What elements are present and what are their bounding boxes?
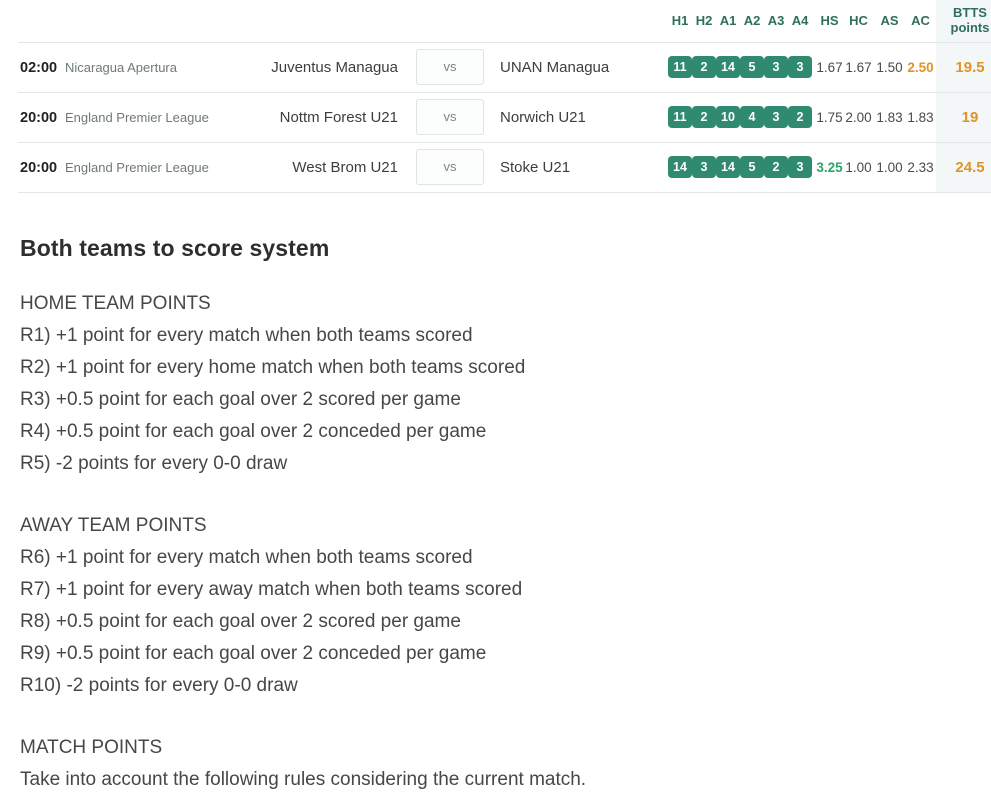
home-team-name[interactable]: West Brom U21 xyxy=(292,158,398,176)
match-league: England Premier League xyxy=(64,159,209,175)
header-btts-line1: BTTS xyxy=(953,4,987,20)
matches-table-container xyxy=(0,0,991,193)
odd-as[interactable]: 1.50 xyxy=(876,59,903,75)
vs-button[interactable]: vs xyxy=(416,149,484,185)
header-h1: H1 xyxy=(668,0,692,42)
header-a3: A3 xyxy=(764,0,788,42)
table-row[interactable] xyxy=(18,142,991,192)
away-team-points-block xyxy=(18,510,973,702)
btts-points: 19.5 xyxy=(936,42,991,92)
table-row[interactable] xyxy=(18,42,991,92)
stat-a3 xyxy=(764,42,788,92)
stat-a2 xyxy=(740,42,764,92)
home-rule-5: R5) -2 points for every 0-0 draw xyxy=(20,452,288,474)
header-hs: HS xyxy=(812,0,843,42)
stat-a1 xyxy=(716,42,740,92)
badge-a3: 2 xyxy=(764,156,788,178)
odd-ac[interactable]: 2.50 xyxy=(907,59,934,75)
header-a2: A2 xyxy=(740,0,764,42)
header-hc: HC xyxy=(843,0,874,42)
badge-a4: 3 xyxy=(788,156,812,178)
badge-h1: 14 xyxy=(668,156,692,178)
header-away-team xyxy=(490,0,668,42)
badge-a1: 14 xyxy=(716,156,740,178)
match-time: 02:00 xyxy=(20,59,58,76)
header-a4: A4 xyxy=(788,0,812,42)
row-time-league xyxy=(18,92,218,142)
badge-a4: 3 xyxy=(788,56,812,78)
odd-as[interactable]: 1.83 xyxy=(876,109,903,125)
odd-ac[interactable]: 1.83 xyxy=(907,109,934,125)
away-rule-8: R8) +0.5 point for each goal over 2 scored per game xyxy=(20,610,461,632)
header-btts-line2: points xyxy=(950,19,990,35)
badge-a4: 2 xyxy=(788,106,812,128)
header-vs xyxy=(410,0,490,42)
match-time: 20:00 xyxy=(20,159,58,176)
match-rule-1: Take into account the following rules considering the current match. xyxy=(20,768,587,790)
header-h2: H2 xyxy=(692,0,716,42)
stat-h2 xyxy=(692,142,716,192)
badge-a2: 5 xyxy=(740,56,764,78)
home-team-points-block xyxy=(18,288,973,480)
page-title: Both teams to score system xyxy=(20,234,330,261)
matches-table-body xyxy=(18,42,991,192)
badge-a3: 3 xyxy=(764,106,788,128)
away-team-name[interactable]: UNAN Managua xyxy=(500,58,610,76)
away-rule-6: R6) +1 point for every match when both teams scored xyxy=(20,546,473,568)
stat-a4 xyxy=(788,42,812,92)
away-rule-10: R10) -2 points for every 0-0 draw xyxy=(20,674,298,696)
stat-a4 xyxy=(788,92,812,142)
header-ac: AC xyxy=(905,0,936,42)
table-row[interactable] xyxy=(18,92,991,142)
odd-hs[interactable]: 1.75 xyxy=(816,109,843,125)
badge-h1: 11 xyxy=(668,56,692,78)
stat-a4 xyxy=(788,142,812,192)
home-team-name[interactable]: Nottm Forest U21 xyxy=(279,108,398,126)
stat-h2 xyxy=(692,42,716,92)
stat-h1 xyxy=(668,142,692,192)
match-time: 20:00 xyxy=(20,109,58,126)
article-section xyxy=(0,235,991,796)
table-header-row xyxy=(18,0,991,42)
match-points-heading: MATCH POINTS xyxy=(20,736,163,758)
row-time-league xyxy=(18,42,218,92)
home-team-name[interactable]: Juventus Managua xyxy=(271,58,398,76)
odd-hc[interactable]: 1.00 xyxy=(845,159,872,175)
stat-a1 xyxy=(716,142,740,192)
badge-h2: 3 xyxy=(692,156,716,178)
away-rule-7: R7) +1 point for every away match when both teams scored xyxy=(20,578,523,600)
stat-h1 xyxy=(668,92,692,142)
stat-a2 xyxy=(740,92,764,142)
badge-h2: 2 xyxy=(692,106,716,128)
odd-hc[interactable]: 2.00 xyxy=(845,109,872,125)
odd-hc[interactable]: 1.67 xyxy=(845,59,872,75)
vs-cell xyxy=(410,92,490,142)
stat-a2 xyxy=(740,142,764,192)
stat-a3 xyxy=(764,92,788,142)
badge-h2: 2 xyxy=(692,56,716,78)
row-time-league xyxy=(18,142,218,192)
stat-a3 xyxy=(764,142,788,192)
badge-a2: 4 xyxy=(740,106,764,128)
odd-hs[interactable]: 3.25 xyxy=(816,159,843,175)
matches-table xyxy=(18,0,991,193)
badge-a3: 3 xyxy=(764,56,788,78)
away-rule-9: R9) +0.5 point for each goal over 2 conceded per game xyxy=(20,642,487,664)
home-rule-3: R3) +0.5 point for each goal over 2 scored per game xyxy=(20,388,461,410)
away-team-points-heading: AWAY TEAM POINTS xyxy=(20,514,207,536)
vs-cell xyxy=(410,42,490,92)
badge-a1: 14 xyxy=(716,56,740,78)
btts-points: 24.5 xyxy=(936,142,991,192)
vs-button[interactable]: vs xyxy=(416,99,484,135)
matches-table-head xyxy=(18,0,991,42)
stat-a1 xyxy=(716,92,740,142)
match-league: England Premier League xyxy=(64,109,209,125)
match-league: Nicaragua Apertura xyxy=(64,59,177,75)
header-btts-points xyxy=(936,0,991,42)
odd-as[interactable]: 1.00 xyxy=(876,159,903,175)
away-team-name[interactable]: Stoke U21 xyxy=(500,158,571,176)
badge-a1: 10 xyxy=(716,106,740,128)
odd-hs[interactable]: 1.67 xyxy=(816,59,843,75)
stat-h2 xyxy=(692,92,716,142)
badge-h1: 11 xyxy=(668,106,692,128)
vs-button[interactable]: vs xyxy=(416,49,484,85)
home-team-points-heading: HOME TEAM POINTS xyxy=(20,292,211,314)
header-time xyxy=(18,0,218,42)
odd-ac[interactable]: 2.33 xyxy=(907,159,934,175)
btts-points: 19 xyxy=(936,92,991,142)
away-team-name[interactable]: Norwich U21 xyxy=(500,108,586,126)
header-home-team xyxy=(218,0,410,42)
vs-cell xyxy=(410,142,490,192)
match-points-block xyxy=(18,732,973,796)
badge-a2: 5 xyxy=(740,156,764,178)
stat-h1 xyxy=(668,42,692,92)
header-a1: A1 xyxy=(716,0,740,42)
home-rule-1: R1) +1 point for every match when both teams scored xyxy=(20,324,473,346)
header-as: AS xyxy=(874,0,905,42)
home-rule-4: R4) +0.5 point for each goal over 2 conceded per game xyxy=(20,420,487,442)
home-rule-2: R2) +1 point for every home match when both teams scored xyxy=(20,356,526,378)
